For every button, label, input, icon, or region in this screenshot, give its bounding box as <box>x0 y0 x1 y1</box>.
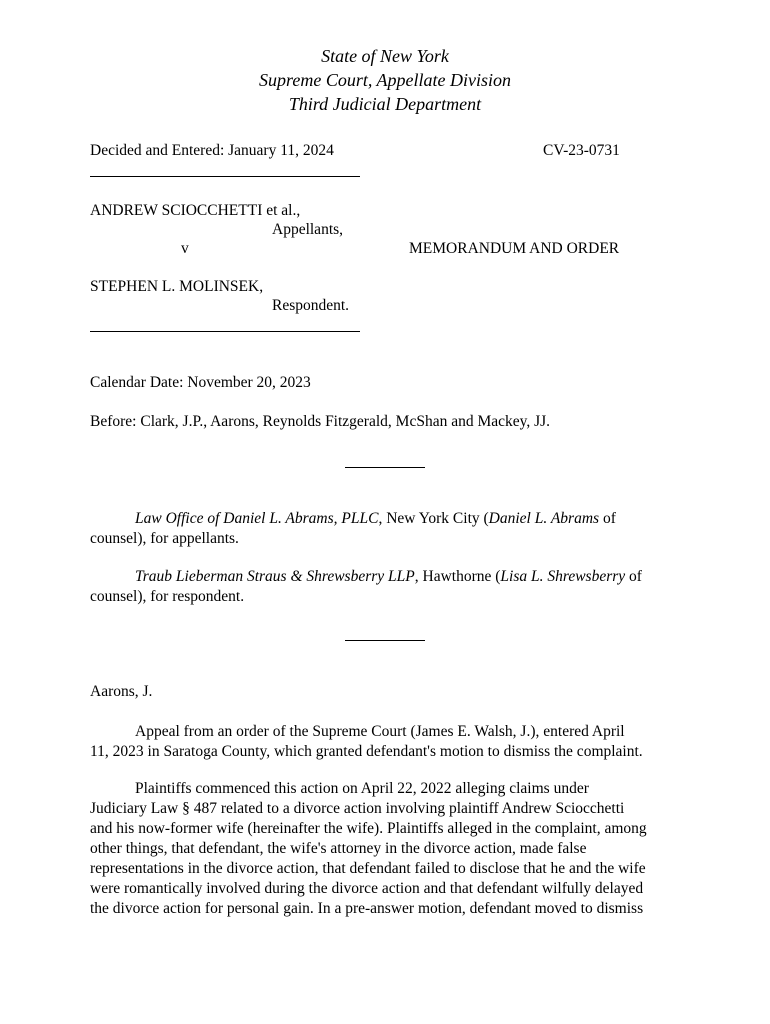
versus: v <box>181 240 189 257</box>
paragraph-facts: Plaintiffs commenced this action on April 22, 2022 alleging claims under Judiciary Law § 487 related to a divorce action involving plaintiff Andrew Sciocchetti and his now-former wife (hereinafter the wife). Plaintiffs alleged in the complaint, among other things, that defendant, the wife's attorney in the divorce action, made false representations in the divorce action, that defendant failed to disclose that he and the wife were romantically involved during the divorce action and that defendant wilfully delayed the divorce action for personal gain. In a pre-answer motion, defendant moved to dismiss <box>90 780 647 917</box>
appellants-attorney: Daniel L. Abrams <box>488 510 600 527</box>
header-court: Supreme Court, Appellate Division <box>259 70 511 90</box>
appellants-counsel: Law Office of Daniel L. Abrams, PLLC, New York City (Daniel L. Abrams of counsel), for appellants. <box>90 510 616 547</box>
defendant-name: STEPHEN L. MOLINSEK, <box>90 278 264 295</box>
respondent-counsel: Traub Lieberman Straus & Shrewsberry LLP, Hawthorne (Lisa L. Shrewsberry of counsel), for respondent. <box>90 568 642 605</box>
court-header <box>0 44 770 116</box>
opinion-author: Aarons, J. <box>90 683 153 700</box>
paragraph-appeal: Appeal from an order of the Supreme Court (James E. Walsh, J.), entered April 11, 2023 in Saratoga County, which granted defendant's motion to dismiss the complaint. <box>90 723 643 760</box>
plaintiff-name: ANDREW SCIOCCHETTI et al., <box>90 202 301 219</box>
section-divider-1 <box>345 467 425 468</box>
caption-rule-bottom <box>90 331 360 332</box>
respondent-attorney: Lisa L. Shrewsberry <box>500 568 626 585</box>
docket-number: CV-23-0731 <box>543 142 620 159</box>
section-divider-2 <box>345 640 425 641</box>
header-state: State of New York <box>321 46 449 66</box>
order-type: MEMORANDUM AND ORDER <box>409 240 620 257</box>
before-panel: Before: Clark, J.P., Aarons, Reynolds Fitzgerald, McShan and Mackey, JJ. <box>90 413 551 430</box>
appellants-firm: Law Office of Daniel L. Abrams, PLLC <box>135 510 379 527</box>
plaintiff-role: Appellants, <box>272 221 344 238</box>
caption-rule-top <box>90 176 360 177</box>
defendant-role: Respondent. <box>272 297 350 314</box>
respondent-firm: Traub Lieberman Straus & Shrewsberry LLP <box>135 568 415 585</box>
header-department: Third Judicial Department <box>288 94 482 114</box>
decided-date: Decided and Entered: January 11, 2024 <box>90 142 334 159</box>
calendar-date: Calendar Date: November 20, 2023 <box>90 374 311 391</box>
